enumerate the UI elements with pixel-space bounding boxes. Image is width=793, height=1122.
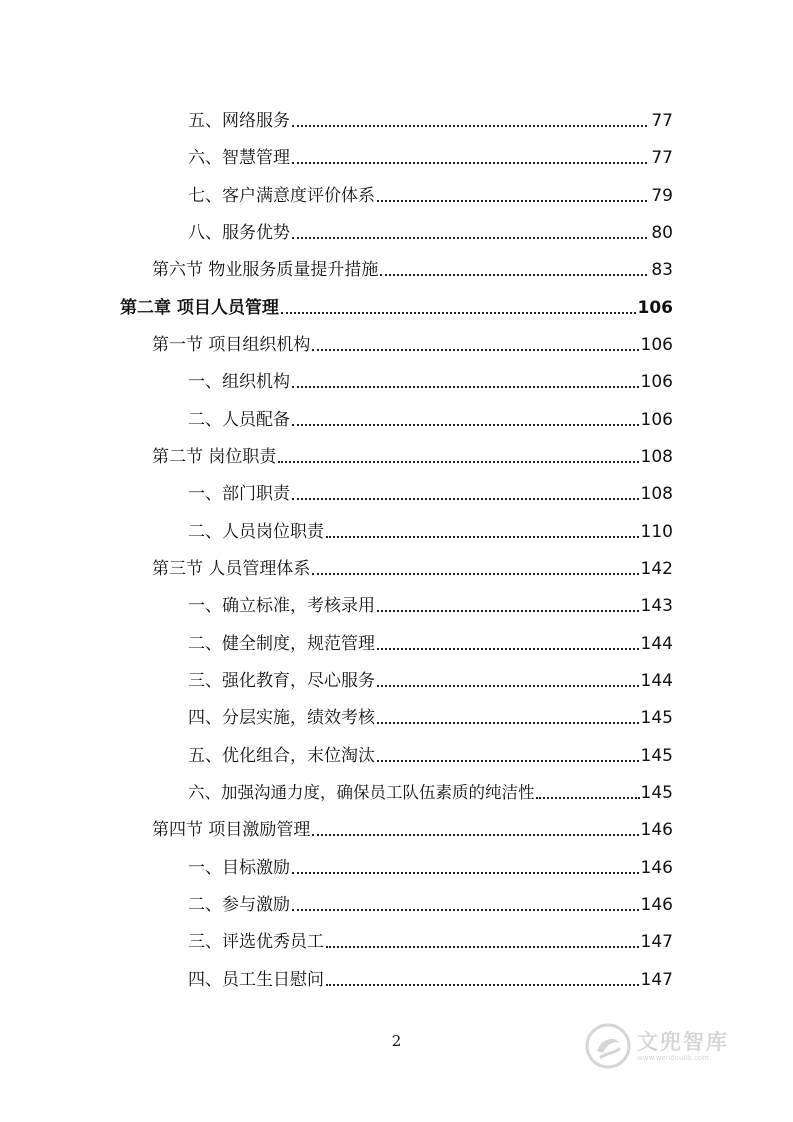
toc-entry-page: 145: [640, 708, 673, 728]
toc-entry-label: 四、员工生日慰问: [188, 970, 324, 990]
toc-leader-dots: [278, 461, 638, 463]
toc-entry-section[interactable]: [152, 442, 673, 468]
toc-leader-dots: [326, 946, 639, 948]
toc-entry-label: 一、部门职责: [188, 484, 290, 504]
toc-entry-label: 第四节 项目激励管理: [152, 820, 311, 840]
toc-entry-page: 110: [640, 522, 673, 542]
toc-entry[interactable]: [188, 517, 673, 543]
toc-entry-label: 三、评选优秀员工: [188, 932, 324, 952]
toc-entry-section[interactable]: [152, 815, 673, 841]
toc-entry-page: 146: [640, 895, 673, 915]
toc-entry-label: 二、参与激励: [188, 895, 290, 915]
toc-leader-dots: [292, 125, 647, 127]
toc-entry-page: 77: [651, 148, 673, 168]
watermark-text: [637, 1030, 729, 1063]
toc-entry-label: 一、目标激励: [188, 858, 290, 878]
toc-leader-dots: [292, 498, 639, 500]
toc-entry-label: 六、智慧管理: [188, 148, 290, 168]
toc-entry-label: 第二节 岗位职责: [152, 447, 277, 467]
toc-entry-label: 一、确立标准，考核录用: [188, 596, 375, 616]
watermark-title: 文兜智库: [637, 1029, 729, 1054]
toc-entry-section[interactable]: [152, 330, 673, 356]
toc-entry-page: 106: [640, 335, 673, 355]
toc-entry[interactable]: [188, 778, 673, 804]
toc-entry[interactable]: [188, 666, 673, 692]
toc-entry-page: 106: [640, 372, 673, 392]
toc-leader-dots: [292, 424, 639, 426]
toc-leader-dots: [377, 685, 639, 687]
toc-entry-label: 三、强化教育，尽心服务: [188, 671, 375, 691]
toc-entry-label: 第二章 项目人员管理: [120, 298, 279, 318]
wendou-logo-icon: [585, 1023, 631, 1069]
toc-entry-page: 145: [640, 746, 673, 766]
toc-entry[interactable]: [188, 367, 673, 393]
toc-entry-page: 144: [640, 634, 673, 654]
toc-entry-label: 七、客户满意度评价体系: [188, 186, 375, 206]
toc-leader-dots: [377, 200, 647, 202]
toc-entry[interactable]: [188, 703, 673, 729]
toc-entry-section[interactable]: [152, 554, 673, 580]
toc-entry-page: 108: [640, 447, 673, 467]
toc-leader-dots: [380, 274, 647, 276]
toc-entry-page: 108: [640, 484, 673, 504]
page-number: 2: [391, 1032, 402, 1050]
toc-entry-page: 77: [651, 111, 673, 131]
toc-leader-dots: [326, 536, 639, 538]
toc-leader-dots: [292, 162, 647, 164]
toc-entry-page: 106: [637, 298, 673, 318]
watermark-url: www.wendoulib.com: [637, 1053, 709, 1062]
toc-entry[interactable]: [188, 741, 673, 767]
toc-entry-page: 147: [640, 970, 673, 990]
toc-entry[interactable]: [188, 218, 673, 244]
toc-entry-page: 83: [651, 260, 673, 280]
toc-entry[interactable]: [188, 405, 673, 431]
toc-entry-page: 146: [640, 858, 673, 878]
toc-leader-dots: [281, 312, 636, 314]
toc-leader-dots: [326, 984, 639, 986]
toc-leader-dots: [292, 909, 639, 911]
toc-entry-label: 二、人员配备: [188, 410, 290, 430]
toc-entry[interactable]: [188, 927, 673, 953]
toc-entry-label: 八、服务优势: [188, 223, 290, 243]
toc-entry[interactable]: [188, 181, 673, 207]
toc-entry-label: 二、健全制度，规范管理: [188, 634, 375, 654]
toc-entry-page: 79: [651, 186, 673, 206]
toc-entry-page: 142: [640, 559, 673, 579]
toc-entry-chapter[interactable]: [120, 293, 673, 319]
toc-entry-page: 144: [640, 671, 673, 691]
toc-leader-dots: [292, 872, 639, 874]
toc-entry[interactable]: [188, 479, 673, 505]
toc-entry[interactable]: [188, 143, 673, 169]
watermark: [585, 1018, 755, 1074]
toc-leader-dots: [312, 834, 638, 836]
toc-entry-label: 五、优化组合，末位淘汰: [188, 746, 375, 766]
toc-entry-page: 80: [651, 223, 673, 243]
toc-leader-dots: [377, 610, 639, 612]
toc-leader-dots: [377, 648, 639, 650]
toc-entry-label: 五、网络服务: [188, 111, 290, 131]
toc-leader-dots: [377, 760, 639, 762]
toc-leader-dots: [292, 386, 639, 388]
toc-entry-page: 146: [640, 820, 673, 840]
toc-leader-dots: [312, 349, 638, 351]
toc-entry-page: 143: [640, 596, 673, 616]
toc-entry-label: 四、分层实施，绩效考核: [188, 708, 375, 728]
toc-entry[interactable]: [188, 591, 673, 617]
toc-entry[interactable]: [188, 106, 673, 132]
toc-entry-page: 147: [640, 932, 673, 952]
toc-entry[interactable]: [188, 965, 673, 991]
toc-leader-dots: [377, 722, 639, 724]
toc-entry[interactable]: [188, 853, 673, 879]
toc-leader-dots: [292, 237, 647, 239]
toc-entry-page: 145: [640, 783, 673, 803]
toc-entry-label: 第六节 物业服务质量提升措施: [152, 260, 379, 280]
toc-entry[interactable]: [188, 890, 673, 916]
toc-entry-page: 106: [640, 410, 673, 430]
toc-entry-label: 一、组织机构: [188, 372, 290, 392]
toc-entry-section[interactable]: [152, 255, 673, 281]
toc-entry-label: 六、加强沟通力度，确保员工队伍素质的纯洁性: [188, 783, 535, 802]
toc-leader-dots: [312, 573, 638, 575]
toc-entry-label: 第一节 项目组织机构: [152, 335, 311, 355]
toc-entry[interactable]: [188, 629, 673, 655]
toc-entry-label: 二、人员岗位职责: [188, 522, 324, 542]
toc-entry-label: 第三节 人员管理体系: [152, 559, 311, 579]
toc-leader-dots: [536, 797, 640, 799]
